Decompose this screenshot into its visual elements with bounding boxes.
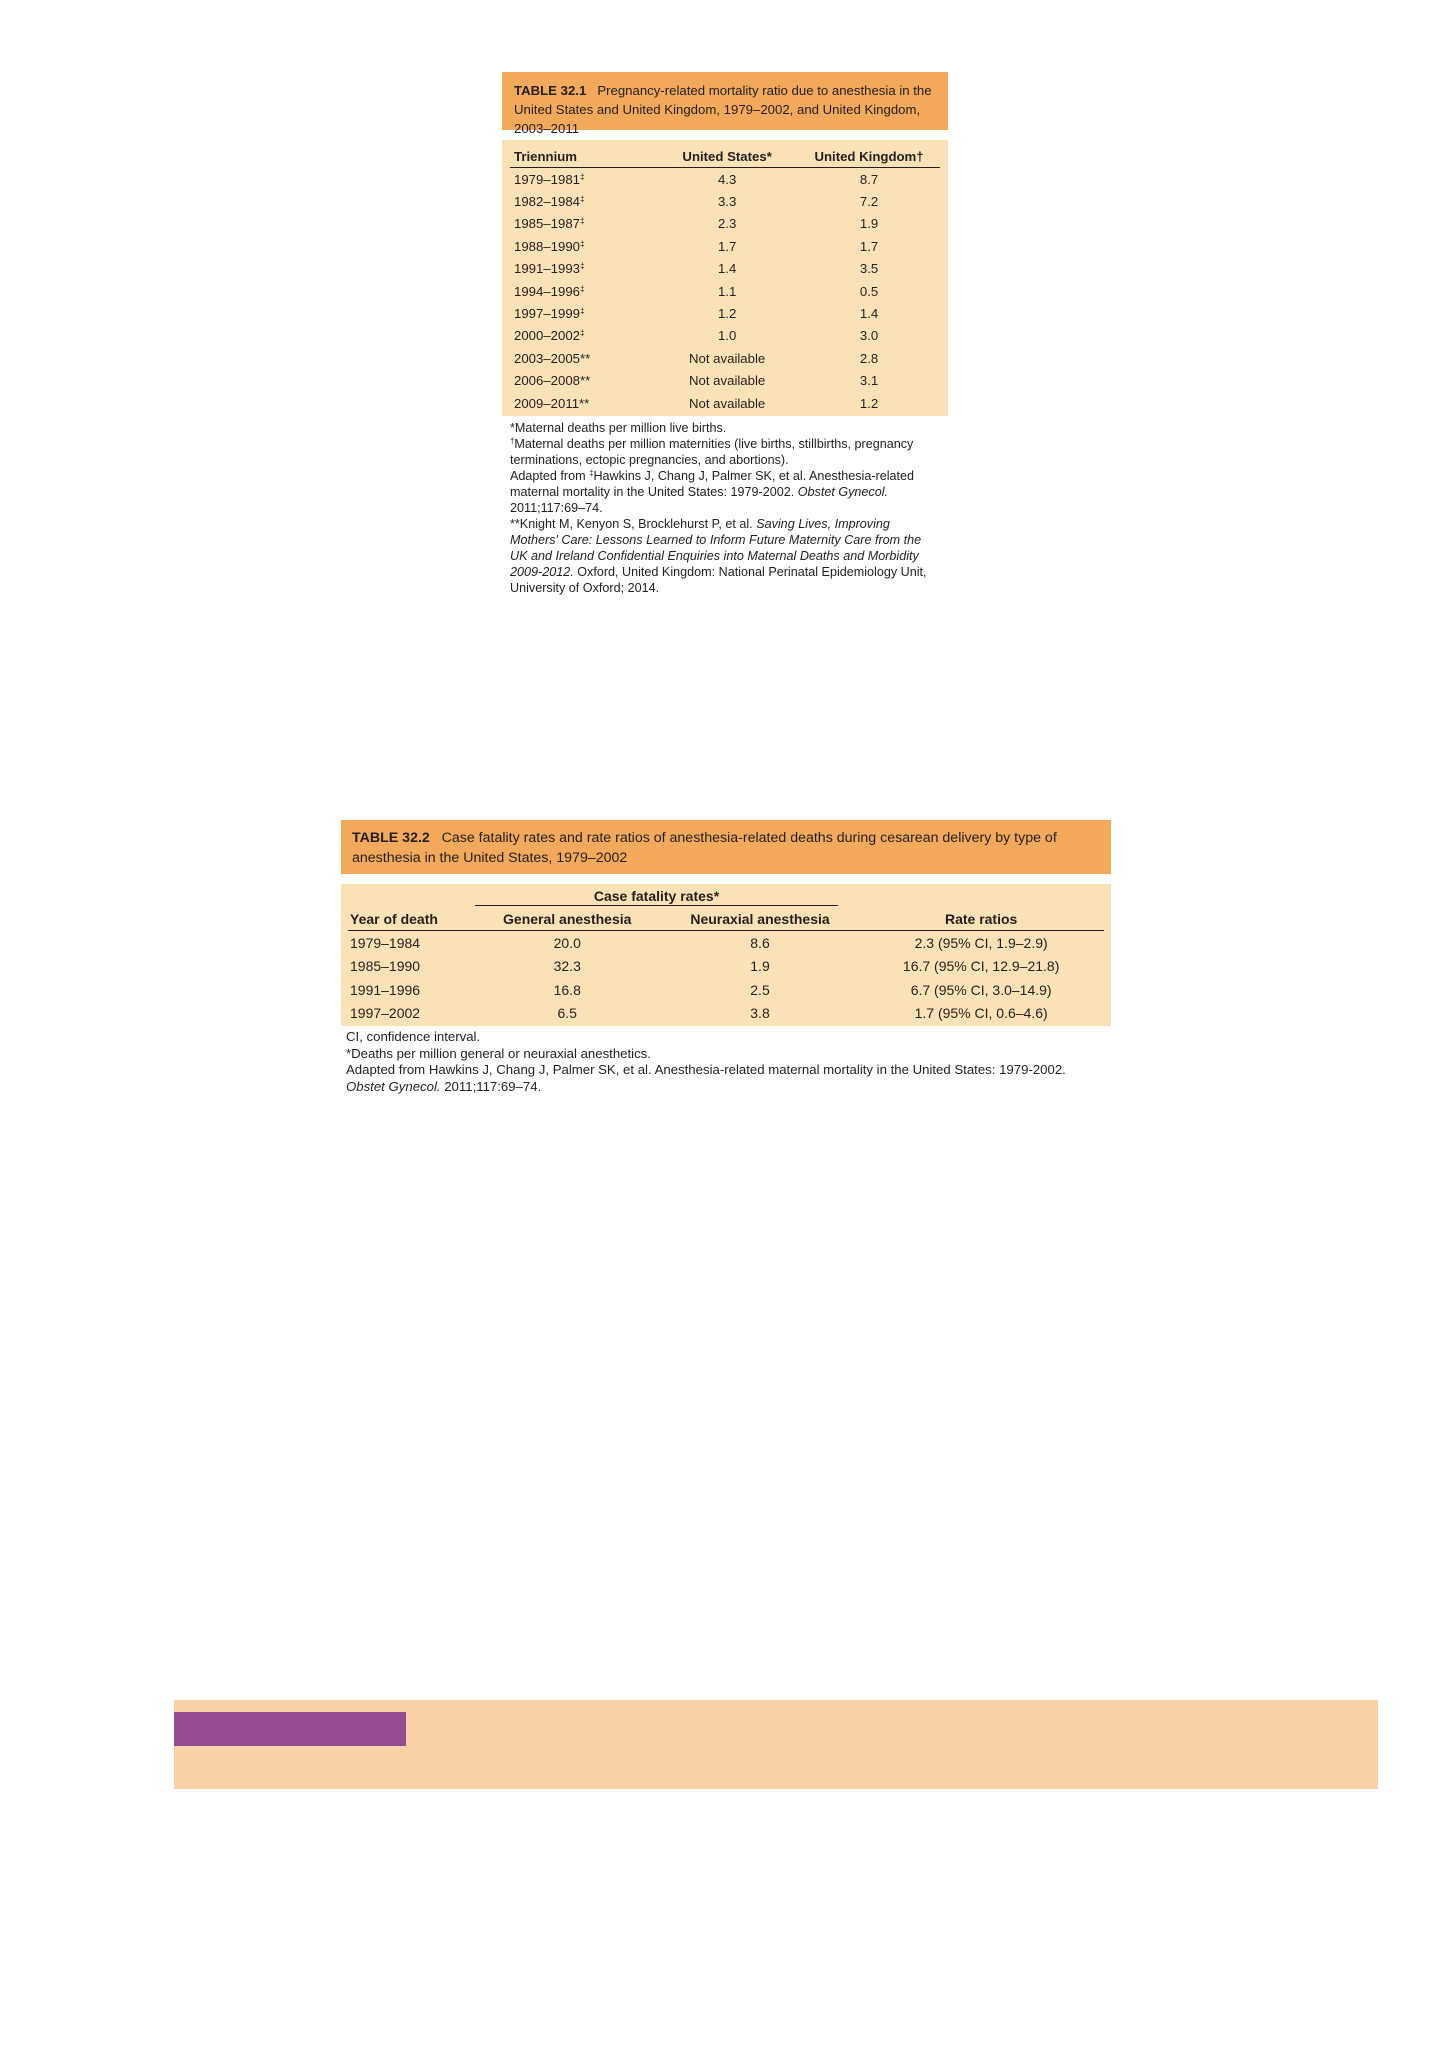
triennium-cell: 1985–1987‡: [514, 216, 585, 232]
united-states-cell: Not available: [689, 350, 766, 366]
table-32-2-body: [341, 884, 1111, 1026]
united-kingdom-cell: 0.5: [859, 283, 879, 299]
rate-ratio-cell: 6.7 (95% CI, 3.0–14.9): [910, 981, 1052, 998]
year-of-death-cell: 1991–1996: [350, 981, 421, 998]
united-kingdom-cell: 1.9: [859, 216, 879, 232]
rate-ratio-cell: 16.7 (95% CI, 12.9–21.8): [902, 958, 1060, 975]
footnote-ci-definition: CI, confidence interval.: [346, 1029, 481, 1044]
column-header-united-states: United States*: [656, 144, 798, 168]
united-states-cell: 2.3: [717, 216, 737, 232]
united-states-cell: 3.3: [717, 194, 737, 210]
footnote-hawkins-source: Adapted from Hawkins J, Chang J, Palmer SK, et al. Anesthesia-related maternal mortality in the United States: 1979-2002. Obstet Gynecol. 2011;117:69–74.: [346, 1062, 1066, 1094]
table-32-2-label: TABLE 32.2: [352, 830, 430, 846]
general-anesthesia-cell: 16.8: [553, 981, 581, 998]
neuraxial-anesthesia-cell: 1.9: [750, 958, 770, 975]
table-row: [510, 235, 940, 257]
table-32-1-grid: [510, 144, 940, 414]
column-header-year-of-death: Year of death: [348, 907, 473, 931]
footnote-maternities: †Maternal deaths per million maternities (live births, stillbirths, pregnancy terminations, ectopic pregnancies, and abortions).: [510, 437, 914, 468]
column-header-neuraxial-anesthesia: Neuraxial anesthesia: [662, 907, 859, 931]
year-of-death-cell: 1997–2002: [350, 1005, 421, 1022]
triennium-cell: 1988–1990‡: [514, 238, 585, 254]
united-kingdom-cell: 3.0: [859, 328, 879, 344]
united-states-cell: 4.3: [717, 171, 737, 187]
table-32-2-grid: [348, 887, 1104, 1025]
table-row: [510, 392, 940, 414]
table-row: [348, 955, 1104, 979]
table-row: [510, 302, 940, 324]
triennium-cell: 2003–2005**: [514, 350, 591, 366]
table-32-1-header: [502, 72, 948, 136]
triennium-cell: 1994–1996‡: [514, 283, 585, 299]
rate-ratio-cell: 1.7 (95% CI, 0.6–4.6): [914, 1005, 1048, 1022]
united-kingdom-cell: 2.8: [859, 350, 879, 366]
table-32-2-footnotes: [341, 1026, 1111, 1095]
footnote-knight-source: **Knight M, Kenyon S, Brocklehurst P, et al. Saving Lives, Improving Mothers' Care: Lessons Learned to Inform Future Maternity Care from the UK and Ireland Confidential Enquiries into Maternal Deaths and Morbidity 2009-2012. Oxford, United Kingdom: National Perinatal Epidemiology Unit, University of Oxford; 2014.: [510, 517, 927, 596]
table-32-2: [341, 820, 1111, 1095]
section-banner-tab: [174, 1712, 406, 1746]
table-row: [510, 258, 940, 280]
united-states-cell: 1.4: [717, 261, 737, 277]
footnote-hawkins-source: Adapted from ‡Hawkins J, Chang J, Palmer SK, et al. Anesthesia-related maternal mortality in the United States: 1979-2002. Obstet Gynecol. 2011;117:69–74.: [510, 469, 915, 516]
united-kingdom-cell: 1.7: [859, 238, 879, 254]
united-states-cell: Not available: [689, 395, 766, 411]
column-header-rate-ratios: Rate ratios: [858, 907, 1104, 931]
column-header-triennium: Triennium: [510, 144, 656, 168]
year-of-death-cell: 1979–1984: [350, 934, 421, 951]
general-anesthesia-cell: 32.3: [553, 958, 581, 975]
triennium-cell: 2009–2011**: [514, 395, 590, 411]
general-anesthesia-cell: 20.0: [553, 934, 581, 951]
table-32-1-header-row: [510, 144, 940, 168]
table-32-2-header-row: [348, 907, 1104, 931]
footnote-live-births: *Maternal deaths per million live births.: [510, 421, 727, 436]
table-row: [510, 190, 940, 212]
table-32-1: [502, 72, 948, 596]
table-row: [510, 347, 940, 369]
triennium-cell: 1979–1981‡: [514, 171, 585, 187]
table-row: [348, 978, 1104, 1002]
united-states-cell: 1.1: [717, 283, 737, 299]
table-32-1-footnotes: [502, 416, 948, 596]
neuraxial-anesthesia-cell: 3.8: [750, 1005, 770, 1022]
span-header-case-fatality-rates: Case fatality rates*: [475, 888, 839, 906]
table-32-2-caption: Case fatality rates and rate ratios of anesthesia-related deaths during cesarean delivery by type of anesthesia in the United States, 1979–2002: [352, 830, 1057, 866]
table-row: [348, 1002, 1104, 1026]
table-32-1-body: [502, 140, 948, 416]
united-kingdom-cell: 3.5: [859, 261, 879, 277]
united-kingdom-cell: 1.4: [859, 306, 879, 322]
triennium-cell: 1997–1999‡: [514, 306, 585, 322]
section-banner: [174, 1700, 1378, 1789]
table-32-1-caption: Pregnancy-related mortality ratio due to anesthesia in the United States and United Kingdom, 1979–2002, and United Kingdom, 2003–2011: [514, 83, 932, 136]
footnote-deaths-per-million: *Deaths per million general or neuraxial anesthetics.: [346, 1045, 651, 1061]
column-header-united-kingdom: United Kingdom†: [798, 144, 940, 168]
triennium-cell: 2006–2008**: [514, 373, 591, 389]
table-row: [348, 931, 1104, 955]
table-row: [510, 280, 940, 302]
united-states-cell: 1.2: [717, 306, 737, 322]
united-kingdom-cell: 8.7: [859, 171, 879, 187]
table-32-2-header: [341, 820, 1111, 874]
united-states-cell: 1.7: [717, 238, 737, 254]
table-row: [510, 168, 940, 191]
united-kingdom-cell: 3.1: [859, 373, 879, 389]
neuraxial-anesthesia-cell: 2.5: [750, 981, 770, 998]
neuraxial-anesthesia-cell: 8.6: [750, 934, 770, 951]
table-32-2-span-header-row: [348, 887, 1104, 907]
column-header-general-anesthesia: General anesthesia: [473, 907, 662, 931]
rate-ratio-cell: 2.3 (95% CI, 1.9–2.9): [914, 934, 1048, 951]
united-states-cell: 1.0: [717, 328, 737, 344]
triennium-cell: 1982–1984‡: [514, 194, 585, 210]
table-row: [510, 213, 940, 235]
table-row: [510, 370, 940, 392]
table-row: [510, 325, 940, 347]
united-kingdom-cell: 7.2: [859, 194, 879, 210]
united-kingdom-cell: 1.2: [859, 395, 879, 411]
year-of-death-cell: 1985–1990: [350, 958, 421, 975]
general-anesthesia-cell: 6.5: [557, 1005, 577, 1022]
triennium-cell: 1991–1993‡: [514, 261, 585, 277]
united-states-cell: Not available: [689, 373, 766, 389]
triennium-cell: 2000–2002‡: [514, 328, 585, 344]
table-32-1-label: TABLE 32.1: [514, 83, 587, 98]
